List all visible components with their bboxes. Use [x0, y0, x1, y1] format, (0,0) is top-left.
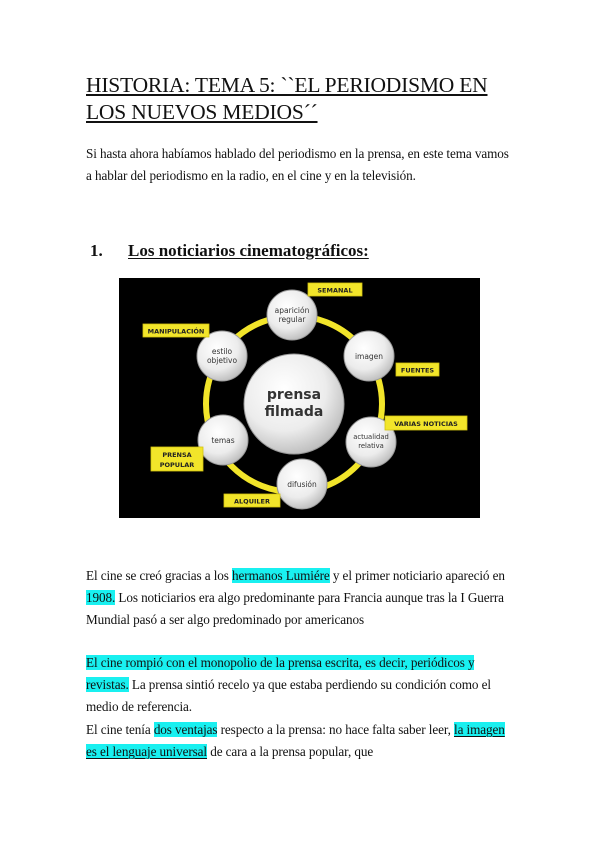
node-top-right: [344, 331, 394, 381]
center-text-2: filmada: [264, 404, 324, 420]
highlight-monopolio: El cine rompió con el monopolio de la prensa escrita, es decir, periódicos y revistas.: [86, 655, 475, 692]
center-circle: [244, 354, 344, 454]
node-bottom-text: difusión: [287, 480, 317, 489]
svg-text:ALQUILER: ALQUILER: [234, 497, 270, 506]
label-prensa-popular: [151, 447, 203, 471]
section-heading: [90, 241, 369, 261]
node-top-right-text: imagen: [354, 352, 384, 361]
node-top-left-text-1: estilo: [211, 347, 233, 356]
paragraph-lumiere: [86, 565, 516, 631]
svg-text:MANIPULACIÓN: MANIPULACIÓN: [147, 327, 205, 336]
section-number: 1.: [90, 241, 103, 260]
svg-text:SEMANAL: SEMANAL: [317, 286, 353, 295]
node-top-left: [197, 331, 247, 381]
highlight-dos-ventajas: dos ventajas: [153, 722, 218, 737]
node-top-text-1: aparición: [274, 306, 310, 315]
node-bottom-right-text-2: relativa: [358, 442, 384, 450]
p1-text-e: Los noticiarios era algo predominante para Francia aunque tras la I Guerra Mundial pasó a ser algo predominado por americanos: [86, 590, 504, 627]
section-title: Los noticiarios cinematográficos:: [128, 241, 369, 260]
svg-text:POPULAR: POPULAR: [159, 461, 195, 469]
p3-text-c: respecto a la prensa: no hace falta saber leer,: [217, 722, 455, 737]
svg-text:FUENTES: FUENTES: [400, 366, 435, 375]
svg-text:VARIAS NOTICIAS: VARIAS NOTICIAS: [394, 420, 458, 428]
highlight-hermanos-lumiere: hermanos Lumiére: [232, 568, 330, 583]
paragraph-ventajas: [86, 719, 516, 763]
center-text-1: prensa: [266, 387, 322, 403]
node-top-text-2: regular: [278, 315, 306, 324]
node-bottom: [277, 459, 327, 509]
node-bottom-left-text: temas: [211, 436, 235, 445]
p1-text-c: y el primer noticiario apareció en: [329, 568, 505, 583]
p2-text-b: La prensa sintió recelo ya que estaba perdiendo su condición como el medio de referencia.: [86, 677, 491, 714]
label-alquiler: [224, 494, 280, 507]
intro-paragraph: Si hasta ahora habíamos hablado del periodismo en la prensa, en este tema vamos a hablar del periodismo en la radio, en el cine y en la televisión.: [86, 146, 509, 183]
p3-text-e: de cara a la prensa popular, que: [207, 744, 374, 759]
label-semanal: [308, 283, 362, 296]
node-top: [267, 290, 317, 340]
node-bottom-right-text-1: actualidad: [353, 433, 389, 441]
svg-text:PRENSA: PRENSA: [162, 451, 192, 459]
highlight-lenguaje-universal: la imagen es el lenguaje universal: [86, 722, 505, 759]
label-fuentes: [396, 363, 439, 376]
paragraph-monopolio: [86, 652, 516, 718]
highlight-1908: 1908.: [86, 590, 116, 605]
p3-text-a: El cine tenía: [86, 722, 154, 737]
node-bottom-left: [198, 415, 248, 465]
label-varias-noticias: [385, 416, 467, 430]
press-diagram: [119, 278, 480, 518]
p1-text-a: El cine se creó gracias a los: [86, 568, 233, 583]
node-top-left-text-2: objetivo: [206, 356, 238, 365]
label-manipulacion: [143, 324, 209, 337]
page-title: HISTORIA: TEMA 5: ``EL PERIODISMO EN LOS NUEVOS MEDIOS´´: [86, 73, 488, 124]
